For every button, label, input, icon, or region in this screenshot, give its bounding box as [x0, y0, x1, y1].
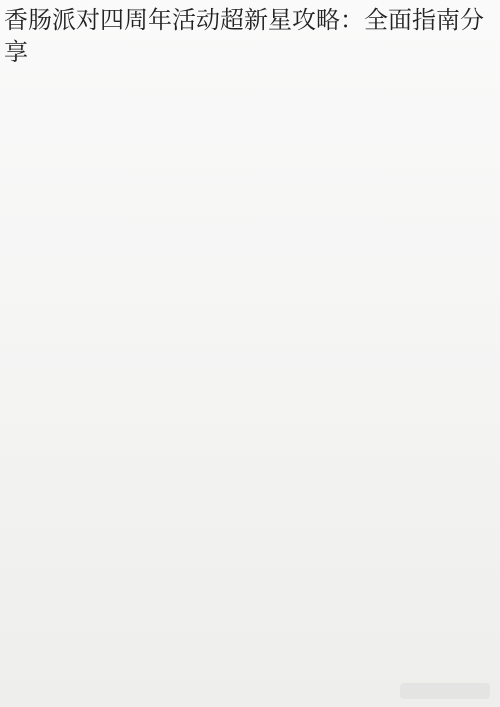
watermark-logo [400, 683, 490, 699]
article-headline: 香肠派对四周年活动超新星攻略：全面指南分享 [4, 6, 484, 66]
